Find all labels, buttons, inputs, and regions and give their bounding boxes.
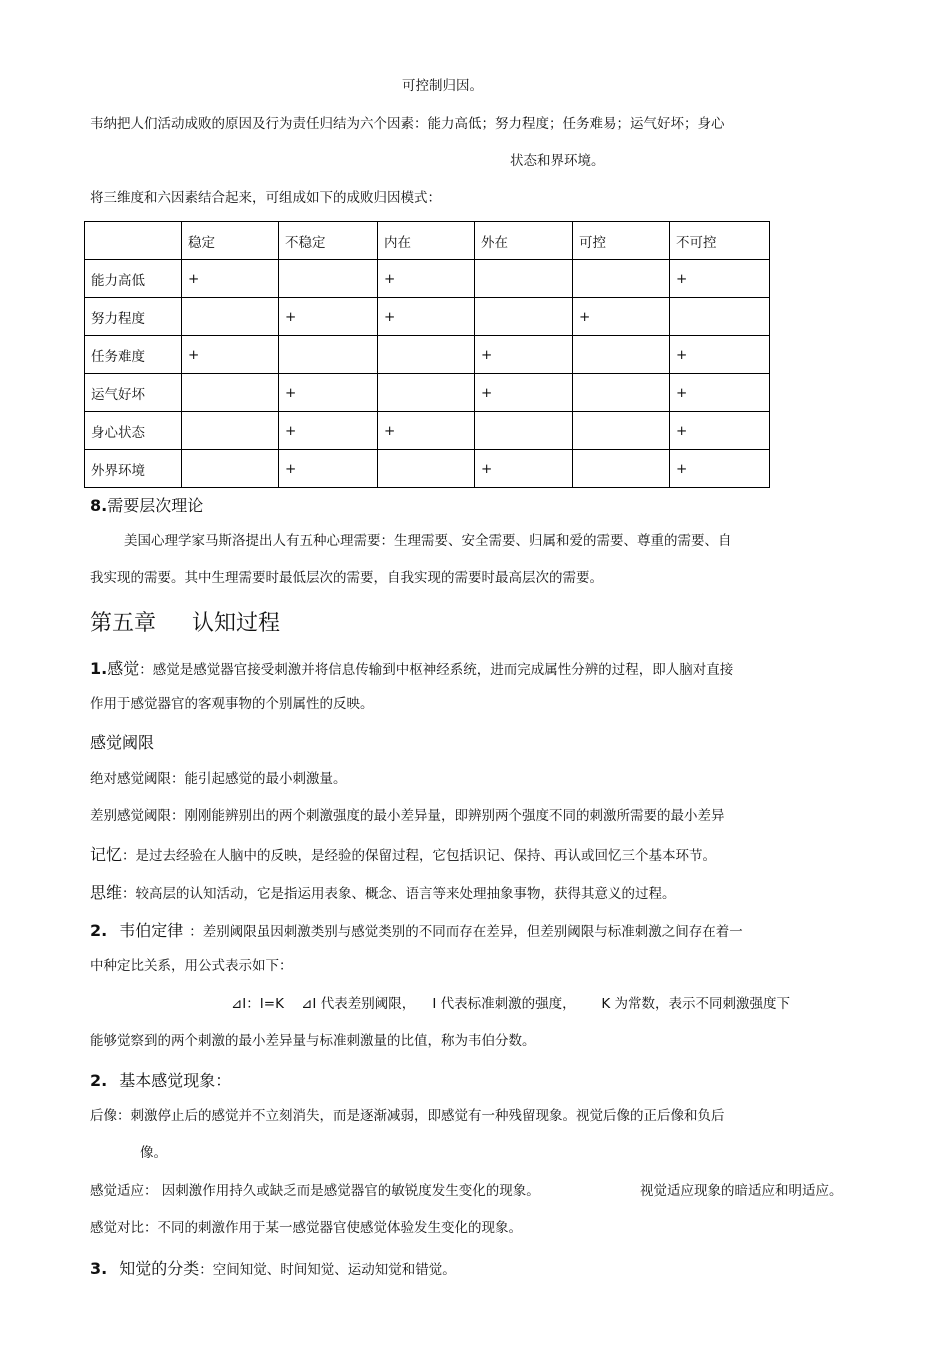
table-cell: +: [670, 412, 770, 450]
table-cell: +: [475, 336, 573, 374]
table-row: [85, 336, 770, 374]
difference-threshold: 差别感觉阈限：刚刚能辨别出的两个刺激强度的最小差异量，即辨别两个强度不同的刺激所需要的最小差异: [90, 808, 725, 824]
table-cell: +: [182, 260, 279, 298]
table-cell: [378, 374, 475, 412]
table-cell: +: [279, 298, 378, 336]
table-cell: 身心状态: [85, 412, 182, 450]
table-cell: [573, 260, 670, 298]
sensory-adaptation: 感觉适应： 因刺激作用持久或缺乏而是感觉器官的敏锐度发生变化的现象。: [90, 1183, 540, 1199]
table-cell: 努力程度: [85, 298, 182, 336]
header-cell: 外在: [475, 222, 573, 260]
weber-text: ：差别阈限虽因刺激类别与感觉类别的不同而存在差异，但差别阈限与标准刺激之间存在着一: [189, 924, 743, 940]
table-cell: [378, 450, 475, 488]
table-cell: 任务难度: [85, 336, 182, 374]
absolute-threshold: 绝对感觉阈限：能引起感觉的最小刺激量。: [90, 771, 347, 787]
term-memory: 记忆: [90, 845, 123, 864]
table-cell: +: [378, 412, 475, 450]
term-sensation: 感觉: [107, 659, 140, 678]
table-row: [85, 450, 770, 488]
thinking-definition: [90, 885, 676, 902]
chapter-title: 认知过程: [192, 611, 281, 636]
table-cell: [182, 412, 279, 450]
sensation-definition: [90, 661, 733, 678]
table-cell: [475, 260, 573, 298]
attribution-table: [84, 221, 770, 488]
header-cell: 内在: [378, 222, 475, 260]
item-number: 2.: [90, 921, 108, 940]
table-cell: [182, 374, 279, 412]
visual-adaptation: 视觉适应现象的暗适应和明适应。: [640, 1183, 843, 1199]
table-cell: [573, 450, 670, 488]
table-row: [85, 298, 770, 336]
table-cell: +: [279, 412, 378, 450]
paragraph-maslow: 美国心理学家马斯洛提出人有五种心理需要：生理需要、安全需要、归属和爱的需要、尊重的需要、自: [124, 533, 732, 549]
table-cell: 运气好坏: [85, 374, 182, 412]
table-cell: [279, 260, 378, 298]
table-cell: +: [279, 450, 378, 488]
table-cell: +: [670, 450, 770, 488]
sensation-text: ：感觉是感觉器官接受刺激并将信息传输到中枢神经系统，进而完成属性分辨的过程，即人脑对直接: [139, 662, 734, 678]
section-number: 8.: [90, 496, 108, 515]
term-weber-law: 韦伯定律: [119, 921, 184, 940]
chapter-number: 第五章: [90, 611, 157, 636]
basic-phenomena-title: 基本感觉现象：: [119, 1071, 232, 1090]
sensation-definition-cont: 作用于感觉器官的客观事物的个别属性的反映。: [90, 696, 374, 712]
table-cell: 外界环境: [85, 450, 182, 488]
header-cell: 可控: [573, 222, 670, 260]
table-cell: [475, 298, 573, 336]
perception-text: ：空间知觉、时间知觉、运动知觉和错觉。: [199, 1262, 456, 1278]
weber-law: [90, 923, 743, 940]
memory-text: ：是过去经验在人脑中的反映，是经验的保留过程，它包括识记、保持、再认或回忆三个基本环节。: [122, 848, 717, 864]
paragraph-controllable-attribution: 可控制归因。: [402, 78, 483, 94]
afterimage: 后像：刺激停止后的感觉并不立刻消失，而是逐渐减弱，即感觉有一种残留现象。视觉后像的正后像和负后: [90, 1108, 725, 1124]
memory-definition: [90, 847, 716, 864]
sensory-contrast: 感觉对比：不同的刺激作用于某一感觉器官使感觉体验发生变化的现象。: [90, 1220, 522, 1236]
table-cell: [475, 412, 573, 450]
table-cell: +: [378, 298, 475, 336]
chapter-heading: [90, 613, 280, 635]
table-cell: [378, 336, 475, 374]
term-thinking: 思维: [90, 883, 123, 902]
table-row: [85, 412, 770, 450]
table-cell: [279, 336, 378, 374]
paragraph-weiner-factors-cont: 状态和界环境。: [510, 153, 605, 169]
header-cell: 稳定: [182, 222, 279, 260]
table-row: [85, 260, 770, 298]
item-number: 2.: [90, 1071, 108, 1090]
section-8-heading: [90, 498, 203, 514]
basic-phenomena-heading: [90, 1073, 231, 1089]
perception-classification: [90, 1261, 456, 1278]
table-cell: [670, 298, 770, 336]
table-cell: +: [182, 336, 279, 374]
paragraph-weiner-factors: 韦纳把人们活动成败的原因及行为责任归结为六个因素：能力高低；努力程度；任务难易；运气好坏；身心: [90, 116, 725, 132]
item-number: 1.: [90, 659, 108, 678]
weber-fraction: 能够觉察到的两个刺激的最小差异量与标准刺激量的比值，称为韦伯分数。: [90, 1033, 536, 1049]
table-cell: +: [279, 374, 378, 412]
afterimage-cont: 像。: [140, 1145, 167, 1161]
table-row: [85, 374, 770, 412]
table-cell: 能力高低: [85, 260, 182, 298]
table-header-row: [85, 222, 770, 260]
header-cell: [85, 222, 182, 260]
weber-formula: ⊿I：I=K ⊿I 代表差别阈限， I 代表标准刺激的强度， K 为常数，表示不同刺激强度下: [231, 996, 791, 1012]
paragraph-table-intro: 将三维度和六因素结合起来，可组成如下的成败归因模式：: [90, 190, 441, 206]
table-cell: [573, 412, 670, 450]
table-cell: +: [475, 374, 573, 412]
header-cell: 不可控: [670, 222, 770, 260]
section-title: 需要层次理论: [107, 496, 204, 515]
table-cell: +: [670, 336, 770, 374]
term-perception: 知觉的分类: [119, 1259, 200, 1278]
table-cell: [573, 336, 670, 374]
table-cell: +: [670, 374, 770, 412]
table-cell: +: [573, 298, 670, 336]
item-number: 3.: [90, 1259, 108, 1278]
table-cell: [182, 450, 279, 488]
weber-law-cont: 中种定比关系，用公式表示如下：: [90, 958, 293, 974]
paragraph-maslow-cont: 我实现的需要。其中生理需要时最低层次的需要，自我实现的需要时最高层次的需要。: [90, 570, 603, 586]
thinking-text: ：较高层的认知活动，它是指运用表象、概念、语言等来处理抽象事物，获得其意义的过程。: [122, 886, 676, 902]
threshold-heading: 感觉阈限: [90, 733, 155, 752]
table-cell: +: [475, 450, 573, 488]
header-cell: 不稳定: [279, 222, 378, 260]
table-cell: +: [378, 260, 475, 298]
table-cell: [573, 374, 670, 412]
table-cell: [182, 298, 279, 336]
table-cell: +: [670, 260, 770, 298]
